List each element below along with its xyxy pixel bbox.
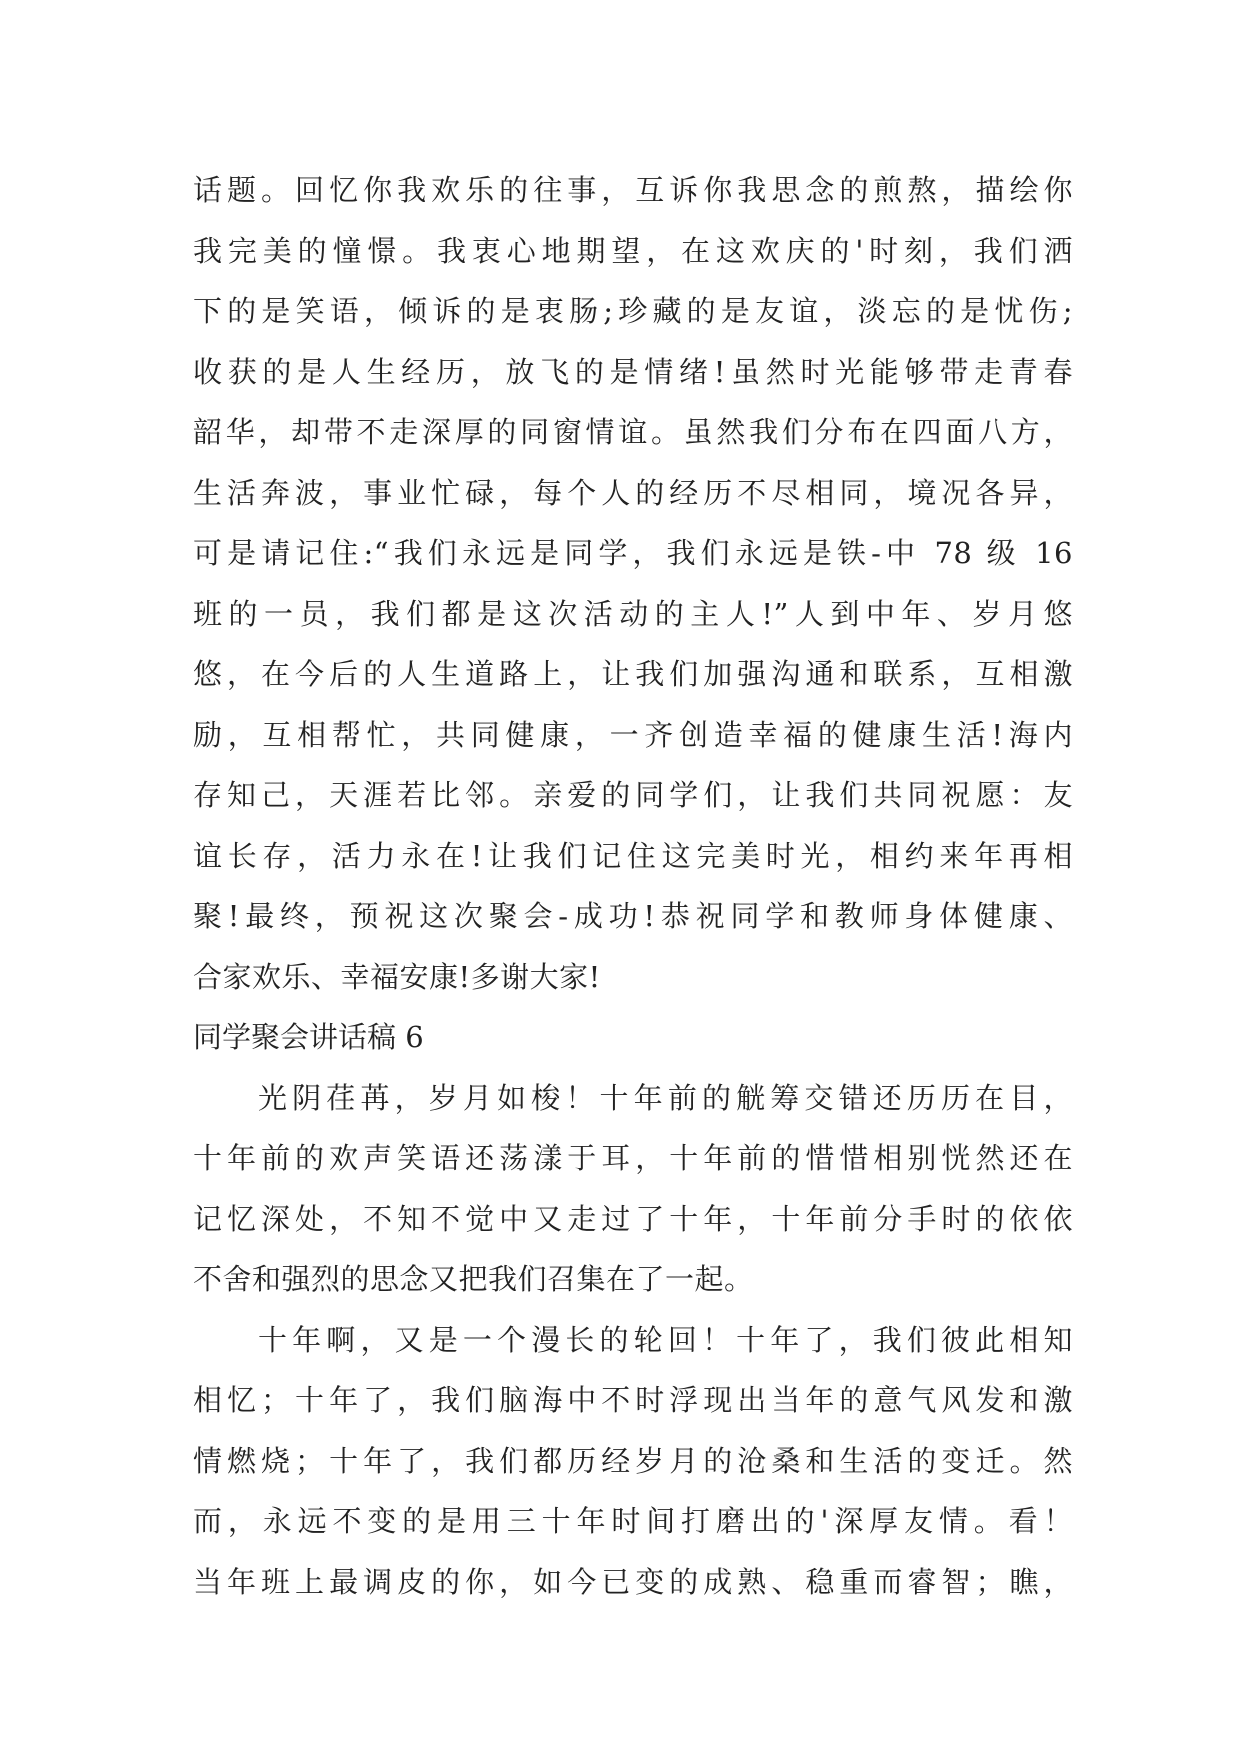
text-line: 话题。回忆你我欢乐的往事，互诉你我思念的煎熬，描绘你 xyxy=(193,173,1073,207)
text-line: 存知己，天涯若比邻。亲爱的同学们，让我们共同祝愿：友 xyxy=(193,778,1073,812)
text-line: 聚!最终，预祝这次聚会-成功!恭祝同学和教师身体健康、 xyxy=(193,899,1073,933)
text-line: 谊长存，活力永在!让我们记住这完美时光，相约来年再相 xyxy=(193,838,1073,873)
text-line: 十年前的欢声笑语还荡漾于耳，十年前的惜惜相别恍然还在 xyxy=(193,1141,1073,1175)
text-line: 收获的是人生经历，放飞的是情绪!虽然时光能够带走青春 xyxy=(193,354,1073,389)
text-line: 十年啊，又是一个漫长的轮回！十年了，我们彼此相知 xyxy=(258,1322,1073,1357)
text-line: 生活奔波，事业忙碌，每个人的经历不尽相同，境况各异， xyxy=(193,475,1073,510)
text-line: 合家欢乐、幸福安康!多谢大家! xyxy=(193,959,601,994)
text-line: 韶华，却带不走深厚的同窗情谊。虽然我们分布在四面八方， xyxy=(193,415,1073,449)
section-heading: 同学聚会讲话稿 6 xyxy=(193,1020,424,1054)
text-line: 励，互相帮忙，共同健康，一齐创造幸福的健康生活!海内 xyxy=(193,717,1073,752)
text-line: 当年班上最调皮的你，如今已变的成熟、稳重而睿智；瞧， xyxy=(193,1564,1073,1599)
text-line: 我完美的憧憬。我衷心地期望，在这欢庆的'时刻，我们洒 xyxy=(193,233,1073,268)
text-line: 悠，在今后的人生道路上，让我们加强沟通和联系，互相激 xyxy=(193,657,1073,691)
text-line: 光阴荏苒，岁月如梭！十年前的觥筹交错还历历在目， xyxy=(258,1080,1073,1115)
document-body xyxy=(193,160,1073,1612)
text-line: 记忆深处，不知不觉中又走过了十年，十年前分手时的依依 xyxy=(193,1201,1073,1236)
text-line: 而，永远不变的是用三十年时间打磨出的'深厚友情。看！ xyxy=(193,1504,1073,1538)
text-line: 情燃烧；十年了，我们都历经岁月的沧桑和生活的变迁。然 xyxy=(193,1443,1073,1478)
text-line: 可是请记住:“我们永远是同学，我们永远是铁-中 78 级 16 xyxy=(193,536,1073,570)
text-line: 相忆；十年了，我们脑海中不时浮现出当年的意气风发和激 xyxy=(193,1383,1073,1417)
text-line: 班的一员，我们都是这次活动的主人!”人到中年、岁月悠 xyxy=(193,596,1073,631)
text-line: 下的是笑语，倾诉的是衷肠;珍藏的是友谊，淡忘的是忧伤; xyxy=(193,294,1073,328)
text-line: 不舍和强烈的思念又把我们召集在了一起。 xyxy=(193,1262,754,1296)
